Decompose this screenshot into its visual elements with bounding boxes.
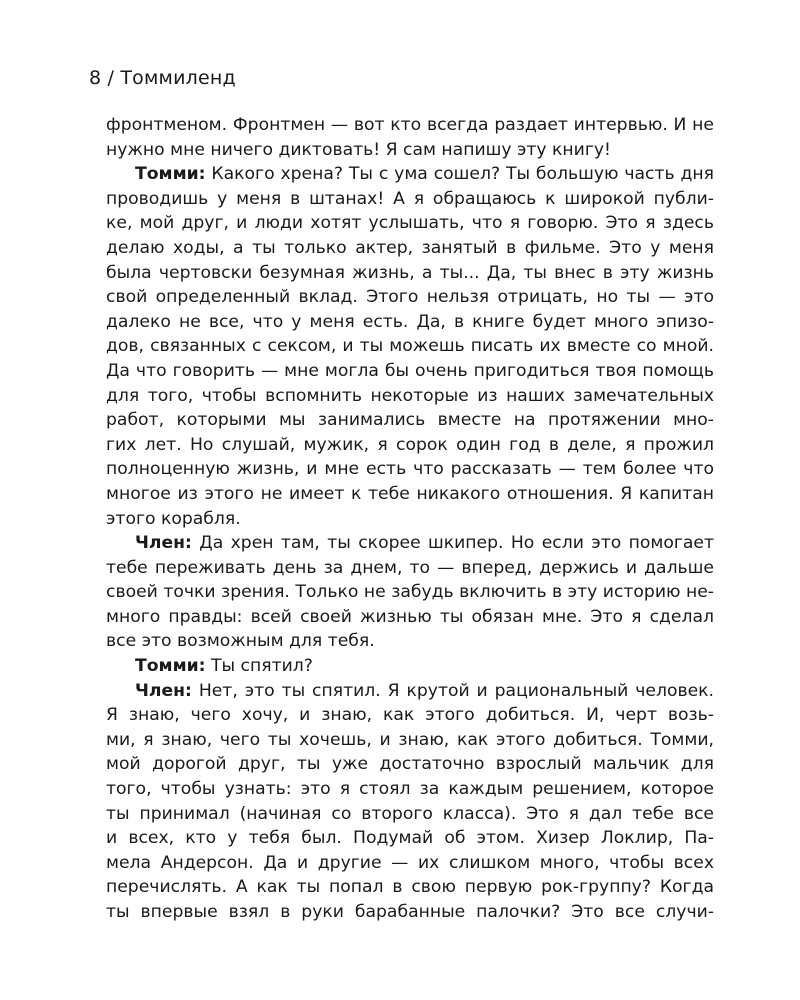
text-line: этого корабля. <box>106 508 241 529</box>
speaker-label: Член: <box>135 533 192 554</box>
line-text: Ты спятил? <box>211 656 313 677</box>
text-line <box>106 679 714 704</box>
body-text <box>106 113 714 925</box>
text-line: нужно мне ничего диктовать! Я сам напишу эту книгу! <box>106 139 611 160</box>
text-line <box>106 654 714 679</box>
text-line: Да что говорить — мне могла бы очень пригодиться твоя помощь <box>106 360 714 381</box>
text-line: ты принимал (начиная со второго класса). Это я дал тебе все <box>106 803 714 824</box>
text-line: ми, я знаю, чего ты хочешь, и знаю, как этого добиться. Томми, <box>106 729 714 750</box>
speaker-label: Член: <box>135 680 192 701</box>
text-line: работ, которыми мы занимались вместе на протяжении мно- <box>106 410 714 431</box>
text-line: все это возможным для тебя. <box>106 631 375 652</box>
text-line: фронтменом. Фронтмен — вот кто всегда раздает интервью. И не <box>106 115 714 135</box>
text-line: была чертовски безумная жизнь, а ты... Да, ты внес в эту жизнь <box>106 262 714 283</box>
text-line: и всех, кто у тебя был. Подумай об этом. Хизер Локлир, Па- <box>106 828 714 849</box>
text-line: того, чтобы узнать: это я стоял за каждым решением, которое <box>106 779 714 800</box>
text-line: далеко не все, что у меня есть. Да, в книге будет много эпизо- <box>106 311 714 332</box>
text-line: своей точки зрения. Только не забудь включить в эту историю не- <box>106 582 714 603</box>
text-line: многое из этого не имеет к тебе никакого отношения. Я капитан <box>106 483 714 504</box>
text-line: много правды: всей своей жизнью ты обязан мне. Это я сделал <box>106 606 714 627</box>
text-line <box>106 162 714 187</box>
text-line: для того, чтобы вспомнить некоторые из наших замечательных <box>106 385 714 406</box>
speaker-label: Томми: <box>135 656 206 677</box>
text-line: полноценную жизнь, и мне есть что рассказать — тем более что <box>106 459 714 480</box>
text-line: проводишь у меня в штанах! А я обращаюсь к широкой публи- <box>106 188 714 209</box>
text-line: делаю ходы, а ты только актер, занятый в фильме. Это у меня <box>106 237 714 258</box>
text-line <box>106 531 714 556</box>
text-line: свой определенный вклад. Этого нельзя отрицать, но ты — это <box>106 287 714 308</box>
running-header: 8 / Томмиленд <box>89 67 236 89</box>
text-line: дов, связанных с сексом, и ты можешь писать их вместе со мной. <box>106 336 714 357</box>
text-line: Я знаю, чего хочу, и знаю, как этого добиться. И, черт возь- <box>106 705 714 726</box>
speaker-label: Томми: <box>135 164 206 185</box>
line-text: Да хрен там, ты скорее шкипер. Но если это помогает <box>199 533 714 554</box>
text-line: тебе переживать день за днем, то — вперед, держись и дальше <box>106 557 714 578</box>
text-line: мой дорогой друг, ты уже достаточно взрослый мальчик для <box>106 754 714 775</box>
line-text: Нет, это ты спятил. Я крутой и рациональный человек. <box>198 680 715 701</box>
text-line: ты впервые взял в руки барабанные палочки? Это все случи- <box>106 902 714 922</box>
text-line: мела Андерсон. Да и другие — их слишком много, чтобы всех <box>106 852 714 873</box>
line-text: Какого хрена? Ты с ума сошел? Ты большую часть дня <box>211 164 714 185</box>
text-line: ке, мой друг, и люди хотят услышать, что я говорю. Это я здесь <box>106 213 714 234</box>
text-line: перечислять. А как ты попал в свою первую рок-группу? Когда <box>106 877 714 898</box>
text-line: гих лет. Но слушай, мужик, я сорок один год в деле, я прожил <box>106 434 714 455</box>
